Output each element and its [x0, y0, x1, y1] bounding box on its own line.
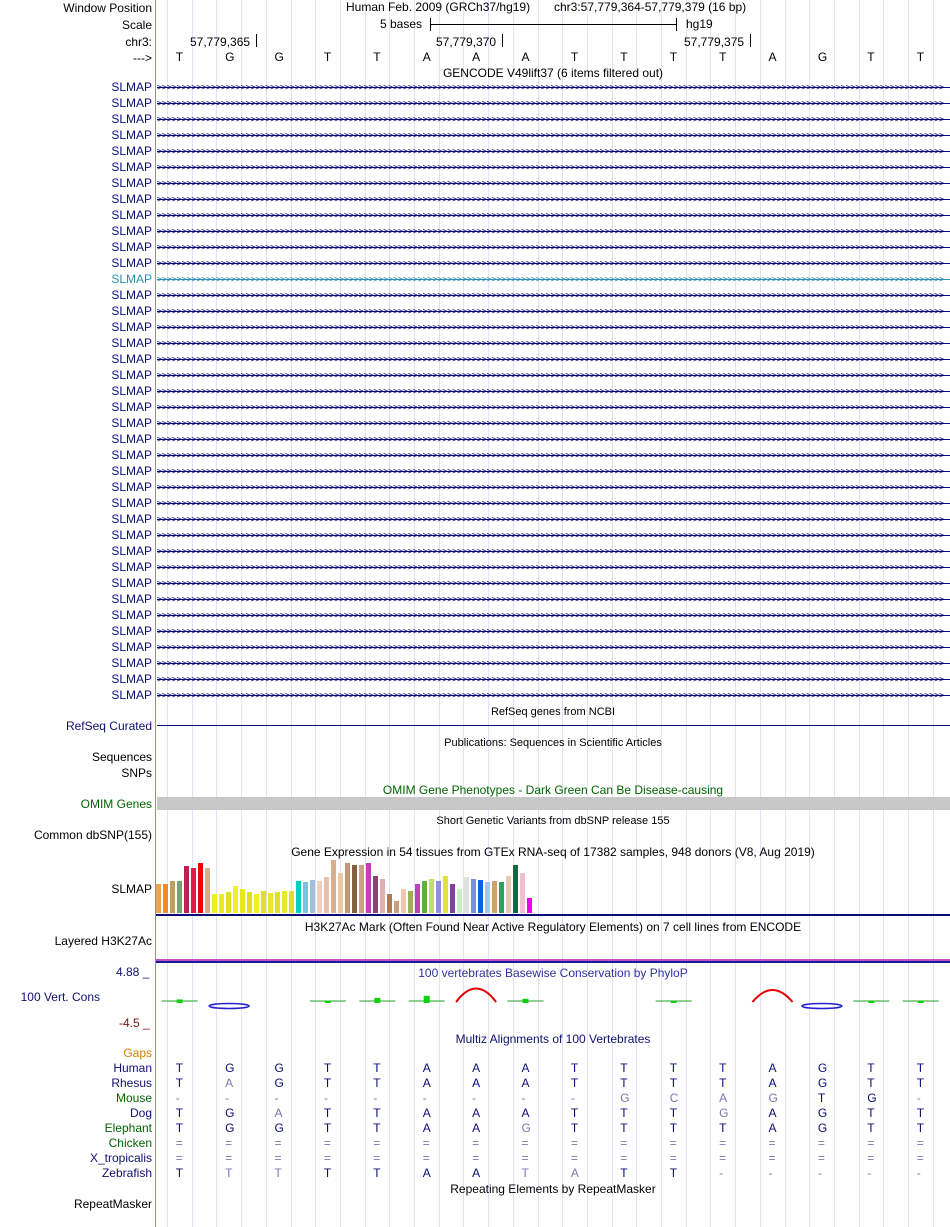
tick-label-2: 57,779,370 [436, 35, 497, 49]
alignment-base: - [175, 1091, 180, 1105]
gencode-row-label[interactable]: SLMAP [111, 512, 152, 526]
alignment-base: = [719, 1151, 727, 1165]
gencode-strand-arrows: >>>>>>>>>>>>>>>>>>>>>>>>>>>>>>>>>>>>>>>>>>>>>>>>>>>>>>>>>>>>>>>>>>>>>>>>>>>>>>>>>>>>>>>>>>>>>>>>>>>>>>>>>>>>>>>>>>>>>>>>>>>>>>>>>>>>>>>>>>>>>>>>>>>>>>>>>>>>>>>> [157, 643, 944, 653]
alignment-base: T [867, 1061, 875, 1075]
gencode-title[interactable]: GENCODE V49lift37 (6 items filtered out) [442, 66, 664, 80]
gencode-row-label[interactable]: SLMAP [111, 320, 152, 334]
alignment-base: = [472, 1151, 480, 1165]
omim-label[interactable]: OMIM Genes [80, 797, 152, 811]
alignment-base: = [422, 1151, 430, 1165]
base-letter: T [719, 50, 727, 64]
phylop-score-mark [802, 1004, 842, 1009]
alignment-base: G [225, 1061, 235, 1075]
gencode-row-label[interactable]: SLMAP [111, 480, 152, 494]
gencode-strand-arrows: >>>>>>>>>>>>>>>>>>>>>>>>>>>>>>>>>>>>>>>>>>>>>>>>>>>>>>>>>>>>>>>>>>>>>>>>>>>>>>>>>>>>>>>>>>>>>>>>>>>>>>>>>>>>>>>>>>>>>>>>>>>>>>>>>>>>>>>>>>>>>>>>>>>>>>>>>>>>>>>> [157, 131, 944, 141]
alignment-base: A [521, 1106, 530, 1120]
phylop-score-mark [753, 990, 793, 1002]
base-letter: A [472, 50, 481, 64]
gencode-row-label[interactable]: SLMAP [111, 592, 152, 606]
alignment-base: A [422, 1106, 431, 1120]
alignment-base: A [472, 1076, 481, 1090]
gencode-strand-arrows: >>>>>>>>>>>>>>>>>>>>>>>>>>>>>>>>>>>>>>>>>>>>>>>>>>>>>>>>>>>>>>>>>>>>>>>>>>>>>>>>>>>>>>>>>>>>>>>>>>>>>>>>>>>>>>>>>>>>>>>>>>>>>>>>>>>>>>>>>>>>>>>>>>>>>>>>>>>>>>>> [157, 451, 944, 461]
alignment-base: T [867, 1121, 875, 1135]
dbsnp-title[interactable]: Short Genetic Variants from dbSNP release 155 [436, 815, 670, 827]
gencode-strand-arrows: >>>>>>>>>>>>>>>>>>>>>>>>>>>>>>>>>>>>>>>>>>>>>>>>>>>>>>>>>>>>>>>>>>>>>>>>>>>>>>>>>>>>>>>>>>>>>>>>>>>>>>>>>>>>>>>>>>>>>>>>>>>>>>>>>>>>>>>>>>>>>>>>>>>>>>>>>>>>>>>> [157, 211, 944, 221]
gencode-row-label[interactable]: SLMAP [111, 640, 152, 654]
gencode-row-label[interactable]: SLMAP [111, 336, 152, 350]
alignment-base: T [620, 1166, 628, 1180]
alignment-base: C [669, 1091, 679, 1105]
phylop-label[interactable]: 100 Vert. Cons [20, 990, 100, 1004]
gencode-strand-arrows: >>>>>>>>>>>>>>>>>>>>>>>>>>>>>>>>>>>>>>>>>>>>>>>>>>>>>>>>>>>>>>>>>>>>>>>>>>>>>>>>>>>>>>>>>>>>>>>>>>>>>>>>>>>>>>>>>>>>>>>>>>>>>>>>>>>>>>>>>>>>>>>>>>>>>>>>>>>>>>>> [157, 291, 944, 301]
base-letter: A [521, 50, 530, 64]
window-position-label: Window Position [63, 1, 152, 15]
gencode-strand-arrows: >>>>>>>>>>>>>>>>>>>>>>>>>>>>>>>>>>>>>>>>>>>>>>>>>>>>>>>>>>>>>>>>>>>>>>>>>>>>>>>>>>>>>>>>>>>>>>>>>>>>>>>>>>>>>>>>>>>>>>>>>>>>>>>>>>>>>>>>>>>>>>>>>>>>>>>>>>>>>>>> [157, 323, 944, 333]
alignment-base: T [719, 1121, 727, 1135]
gencode-strand-arrows: >>>>>>>>>>>>>>>>>>>>>>>>>>>>>>>>>>>>>>>>>>>>>>>>>>>>>>>>>>>>>>>>>>>>>>>>>>>>>>>>>>>>>>>>>>>>>>>>>>>>>>>>>>>>>>>>>>>>>>>>>>>>>>>>>>>>>>>>>>>>>>>>>>>>>>>>>>>>>>>> [157, 579, 944, 589]
gencode-strand-arrows: >>>>>>>>>>>>>>>>>>>>>>>>>>>>>>>>>>>>>>>>>>>>>>>>>>>>>>>>>>>>>>>>>>>>>>>>>>>>>>>>>>>>>>>>>>>>>>>>>>>>>>>>>>>>>>>>>>>>>>>>>>>>>>>>>>>>>>>>>>>>>>>>>>>>>>>>>>>>>>>> [157, 659, 944, 669]
phylop-max: 4.88 _ [116, 965, 150, 979]
gencode-strand-arrows: >>>>>>>>>>>>>>>>>>>>>>>>>>>>>>>>>>>>>>>>>>>>>>>>>>>>>>>>>>>>>>>>>>>>>>>>>>>>>>>>>>>>>>>>>>>>>>>>>>>>>>>>>>>>>>>>>>>>>>>>>>>>>>>>>>>>>>>>>>>>>>>>>>>>>>>>>>>>>>>> [157, 595, 944, 605]
gencode-row-label[interactable]: SLMAP [111, 560, 152, 574]
alignment-base: A [768, 1076, 777, 1090]
strand-label: ---> [133, 51, 152, 65]
species-label[interactable]: Zebrafish [101, 1166, 152, 1180]
gencode-strand-arrows: >>>>>>>>>>>>>>>>>>>>>>>>>>>>>>>>>>>>>>>>>>>>>>>>>>>>>>>>>>>>>>>>>>>>>>>>>>>>>>>>>>>>>>>>>>>>>>>>>>>>>>>>>>>>>>>>>>>>>>>>>>>>>>>>>>>>>>>>>>>>>>>>>>>>>>>>>>>>>>>> [157, 339, 944, 349]
gencode-strand-arrows: >>>>>>>>>>>>>>>>>>>>>>>>>>>>>>>>>>>>>>>>>>>>>>>>>>>>>>>>>>>>>>>>>>>>>>>>>>>>>>>>>>>>>>>>>>>>>>>>>>>>>>>>>>>>>>>>>>>>>>>>>>>>>>>>>>>>>>>>>>>>>>>>>>>>>>>>>>>>>>>> [157, 179, 944, 189]
sequences-label[interactable]: Sequences [91, 750, 152, 764]
base-letter: G [225, 50, 235, 64]
gencode-row-label[interactable]: SLMAP [111, 528, 152, 542]
alignment-base: - [916, 1091, 921, 1105]
alignment-base: T [916, 1121, 925, 1135]
base-letter: T [620, 50, 628, 64]
alignment-base: - [274, 1091, 279, 1105]
gencode-row-label[interactable]: SLMAP [111, 304, 152, 318]
gencode-strand-arrows: >>>>>>>>>>>>>>>>>>>>>>>>>>>>>>>>>>>>>>>>>>>>>>>>>>>>>>>>>>>>>>>>>>>>>>>>>>>>>>>>>>>>>>>>>>>>>>>>>>>>>>>>>>>>>>>>>>>>>>>>>>>>>>>>>>>>>>>>>>>>>>>>>>>>>>>>>>>>>>>> [157, 547, 944, 557]
phylop-title[interactable]: 100 vertebrates Basewise Conservation by PhyloP [418, 966, 688, 980]
gencode-strand-arrows: >>>>>>>>>>>>>>>>>>>>>>>>>>>>>>>>>>>>>>>>>>>>>>>>>>>>>>>>>>>>>>>>>>>>>>>>>>>>>>>>>>>>>>>>>>>>>>>>>>>>>>>>>>>>>>>>>>>>>>>>>>>>>>>>>>>>>>>>>>>>>>>>>>>>>>>>>>>>>>>> [157, 675, 944, 685]
gencode-row-label[interactable]: SLMAP [111, 176, 152, 190]
gencode-row-label[interactable]: SLMAP [111, 432, 152, 446]
alignment-base: G [817, 1121, 828, 1135]
alignment-base: T [620, 1106, 628, 1120]
alignment-base: T [323, 1106, 332, 1120]
alignment-base: = [867, 1151, 875, 1165]
repeatmasker-title[interactable]: Repeating Elements by RepeatMasker [450, 1182, 656, 1196]
gencode-strand-arrows: >>>>>>>>>>>>>>>>>>>>>>>>>>>>>>>>>>>>>>>>>>>>>>>>>>>>>>>>>>>>>>>>>>>>>>>>>>>>>>>>>>>>>>>>>>>>>>>>>>>>>>>>>>>>>>>>>>>>>>>>>>>>>>>>>>>>>>>>>>>>>>>>>>>>>>>>>>>>>>>> [157, 371, 944, 381]
alignment-base: = [373, 1151, 381, 1165]
gencode-row-label[interactable]: SLMAP [111, 688, 152, 702]
gencode-row-label[interactable]: SLMAP [111, 624, 152, 638]
alignment-base: T [719, 1061, 727, 1075]
alignment-base: - [323, 1091, 328, 1105]
alignment-base: T [323, 1166, 332, 1180]
alignment-base: T [570, 1106, 579, 1120]
phylop-score-mark [671, 1001, 677, 1003]
alignment-base: G [719, 1106, 729, 1120]
refseq-label[interactable]: RefSeq Curated [65, 719, 152, 733]
alignment-base: = [719, 1136, 727, 1150]
base-letter: T [175, 50, 184, 64]
gencode-row-label[interactable]: SLMAP [111, 672, 152, 686]
gencode-strand-arrows: >>>>>>>>>>>>>>>>>>>>>>>>>>>>>>>>>>>>>>>>>>>>>>>>>>>>>>>>>>>>>>>>>>>>>>>>>>>>>>>>>>>>>>>>>>>>>>>>>>>>>>>>>>>>>>>>>>>>>>>>>>>>>>>>>>>>>>>>>>>>>>>>>>>>>>>>>>>>>>>> [157, 419, 944, 429]
alignment-base: G [274, 1061, 284, 1075]
gencode-row-label[interactable]: SLMAP [111, 208, 152, 222]
alignment-base: T [916, 1076, 925, 1090]
gencode-row-label[interactable]: SLMAP [111, 256, 152, 270]
base-letter: T [916, 50, 925, 64]
alignment-base: T [175, 1061, 184, 1075]
alignment-base: T [620, 1061, 628, 1075]
gencode-row-label[interactable]: SLMAP [111, 144, 152, 158]
alignment-base: T [669, 1106, 678, 1120]
alignment-base: = [669, 1136, 677, 1150]
gencode-strand-arrows: >>>>>>>>>>>>>>>>>>>>>>>>>>>>>>>>>>>>>>>>>>>>>>>>>>>>>>>>>>>>>>>>>>>>>>>>>>>>>>>>>>>>>>>>>>>>>>>>>>>>>>>>>>>>>>>>>>>>>>>>>>>>>>>>>>>>>>>>>>>>>>>>>>>>>>>>>>>>>>>> [157, 563, 944, 573]
gencode-strand-arrows: >>>>>>>>>>>>>>>>>>>>>>>>>>>>>>>>>>>>>>>>>>>>>>>>>>>>>>>>>>>>>>>>>>>>>>>>>>>>>>>>>>>>>>>>>>>>>>>>>>>>>>>>>>>>>>>>>>>>>>>>>>>>>>>>>>>>>>>>>>>>>>>>>>>>>>>>>>>>>>>> [157, 435, 944, 445]
phylop-score-mark [325, 1001, 331, 1003]
alignment-base: T [570, 1121, 579, 1135]
gencode-row-label[interactable]: SLMAP [111, 96, 152, 110]
alignment-base: G [274, 1121, 284, 1135]
gencode-strand-arrows: >>>>>>>>>>>>>>>>>>>>>>>>>>>>>>>>>>>>>>>>>>>>>>>>>>>>>>>>>>>>>>>>>>>>>>>>>>>>>>>>>>>>>>>>>>>>>>>>>>>>>>>>>>>>>>>>>>>>>>>>>>>>>>>>>>>>>>>>>>>>>>>>>>>>>>>>>>>>>>>> [157, 611, 944, 621]
alignment-base: = [768, 1136, 776, 1150]
gencode-row-label[interactable]: SLMAP [111, 608, 152, 622]
gencode-row-label[interactable]: SLMAP [111, 80, 152, 94]
gencode-strand-arrows: >>>>>>>>>>>>>>>>>>>>>>>>>>>>>>>>>>>>>>>>>>>>>>>>>>>>>>>>>>>>>>>>>>>>>>>>>>>>>>>>>>>>>>>>>>>>>>>>>>>>>>>>>>>>>>>>>>>>>>>>>>>>>>>>>>>>>>>>>>>>>>>>>>>>>>>>>>>>>>>> [157, 275, 944, 285]
alignment-base: T [323, 1121, 332, 1135]
alignment-base: T [274, 1166, 282, 1180]
alignment-base: T [323, 1076, 332, 1090]
base-letter: A [768, 50, 777, 64]
phylop-score-mark [918, 1001, 924, 1003]
gtex-label[interactable]: SLMAP [111, 882, 152, 896]
alignment-base: T [669, 1166, 678, 1180]
gencode-row-label[interactable]: SLMAP [111, 160, 152, 174]
alignment-base: - [867, 1166, 872, 1180]
alignment-base: T [225, 1166, 233, 1180]
alignment-base: T [669, 1121, 678, 1135]
base-letter: T [570, 50, 579, 64]
alignment-base: T [323, 1061, 332, 1075]
gencode-row-label[interactable]: SLMAP [111, 112, 152, 126]
gencode-strand-arrows: >>>>>>>>>>>>>>>>>>>>>>>>>>>>>>>>>>>>>>>>>>>>>>>>>>>>>>>>>>>>>>>>>>>>>>>>>>>>>>>>>>>>>>>>>>>>>>>>>>>>>>>>>>>>>>>>>>>>>>>>>>>>>>>>>>>>>>>>>>>>>>>>>>>>>>>>>>>>>>>> [157, 259, 944, 269]
alignment-base: = [768, 1151, 776, 1165]
alignment-base: A [768, 1121, 777, 1135]
alignment-base: = [175, 1151, 183, 1165]
alignment-base: A [719, 1091, 728, 1105]
gencode-row-label[interactable]: SLMAP [111, 416, 152, 430]
phylop-min: -4.5 _ [119, 1016, 150, 1030]
gencode-row-label[interactable]: SLMAP [111, 576, 152, 590]
dbsnp-label[interactable]: Common dbSNP(155) [33, 828, 152, 842]
gencode-strand-arrows: >>>>>>>>>>>>>>>>>>>>>>>>>>>>>>>>>>>>>>>>>>>>>>>>>>>>>>>>>>>>>>>>>>>>>>>>>>>>>>>>>>>>>>>>>>>>>>>>>>>>>>>>>>>>>>>>>>>>>>>>>>>>>>>>>>>>>>>>>>>>>>>>>>>>>>>>>>>>>>>> [157, 307, 944, 317]
alignment-base: G [225, 1106, 235, 1120]
gencode-strand-arrows: >>>>>>>>>>>>>>>>>>>>>>>>>>>>>>>>>>>>>>>>>>>>>>>>>>>>>>>>>>>>>>>>>>>>>>>>>>>>>>>>>>>>>>>>>>>>>>>>>>>>>>>>>>>>>>>>>>>>>>>>>>>>>>>>>>>>>>>>>>>>>>>>>>>>>>>>>>>>>>>> [157, 387, 944, 397]
gencode-row-label[interactable]: SLMAP [111, 496, 152, 510]
alignment-base: T [373, 1061, 381, 1075]
alignment-base: T [817, 1091, 826, 1105]
alignment-base: - [817, 1166, 822, 1180]
base-letter: T [323, 50, 332, 64]
base-letter: G [817, 50, 828, 64]
phylop-score-mark [177, 999, 183, 1003]
alignment-base: T [669, 1076, 678, 1090]
omim-title[interactable]: OMIM Gene Phenotypes - Dark Green Can Be Disease-causing [382, 783, 724, 797]
base-letter: A [422, 50, 431, 64]
alignment-base: = [521, 1151, 529, 1165]
alignment-base: G [817, 1106, 828, 1120]
alignment-base: = [916, 1136, 924, 1150]
gencode-strand-arrows: >>>>>>>>>>>>>>>>>>>>>>>>>>>>>>>>>>>>>>>>>>>>>>>>>>>>>>>>>>>>>>>>>>>>>>>>>>>>>>>>>>>>>>>>>>>>>>>>>>>>>>>>>>>>>>>>>>>>>>>>>>>>>>>>>>>>>>>>>>>>>>>>>>>>>>>>>>>>>>>> [157, 163, 944, 173]
species-label[interactable]: Elephant [104, 1121, 152, 1135]
phylop-score-mark [868, 1001, 874, 1003]
gencode-strand-arrows: >>>>>>>>>>>>>>>>>>>>>>>>>>>>>>>>>>>>>>>>>>>>>>>>>>>>>>>>>>>>>>>>>>>>>>>>>>>>>>>>>>>>>>>>>>>>>>>>>>>>>>>>>>>>>>>>>>>>>>>>>>>>>>>>>>>>>>>>>>>>>>>>>>>>>>>>>>>>>>>> [157, 355, 944, 365]
tick-label-1: 57,779,365 [190, 35, 251, 49]
alignment-base: = [620, 1136, 628, 1150]
alignment-base: A [422, 1121, 431, 1135]
alignment-base: = [916, 1151, 924, 1165]
gencode-row-label[interactable]: SLMAP [111, 464, 152, 478]
alignment-base: = [867, 1136, 875, 1150]
alignment-base: - [916, 1166, 921, 1180]
alignment-base: T [669, 1061, 678, 1075]
scale-text: 5 bases [380, 17, 423, 31]
snps-label[interactable]: SNPs [121, 766, 152, 780]
h3k27ac-label[interactable]: Layered H3K27Ac [54, 934, 152, 948]
gaps-label: Gaps [123, 1046, 152, 1060]
alignment-base: A [274, 1106, 283, 1120]
alignment-base: T [373, 1106, 381, 1120]
gencode-row-label[interactable]: SLMAP [111, 224, 152, 238]
gencode-row-label[interactable]: SLMAP [111, 192, 152, 206]
alignment-base: = [620, 1151, 628, 1165]
gencode-strand-arrows: >>>>>>>>>>>>>>>>>>>>>>>>>>>>>>>>>>>>>>>>>>>>>>>>>>>>>>>>>>>>>>>>>>>>>>>>>>>>>>>>>>>>>>>>>>>>>>>>>>>>>>>>>>>>>>>>>>>>>>>>>>>>>>>>>>>>>>>>>>>>>>>>>>>>>>>>>>>>>>>> [157, 227, 944, 237]
alignment-base: - [521, 1091, 526, 1105]
species-label[interactable]: X_tropicalis [89, 1151, 152, 1165]
gencode-strand-arrows: >>>>>>>>>>>>>>>>>>>>>>>>>>>>>>>>>>>>>>>>>>>>>>>>>>>>>>>>>>>>>>>>>>>>>>>>>>>>>>>>>>>>>>>>>>>>>>>>>>>>>>>>>>>>>>>>>>>>>>>>>>>>>>>>>>>>>>>>>>>>>>>>>>>>>>>>>>>>>>>> [157, 147, 944, 157]
alignment-base: A [422, 1166, 431, 1180]
phylop-score-mark [209, 1004, 249, 1009]
alignment-base: A [472, 1166, 481, 1180]
alignment-base: G [867, 1091, 877, 1105]
phylop-score-mark [456, 989, 496, 1003]
h3k27ac-title[interactable]: H3K27Ac Mark (Often Found Near Active Regulatory Elements) on 7 cell lines from ENCODE [304, 920, 802, 934]
alignment-base: A [521, 1061, 530, 1075]
repeatmasker-label[interactable]: RepeatMasker [73, 1197, 152, 1211]
gencode-row-label[interactable]: SLMAP [111, 544, 152, 558]
alignment-base: G [620, 1091, 630, 1105]
alignment-base: A [472, 1061, 481, 1075]
gencode-strand-arrows: >>>>>>>>>>>>>>>>>>>>>>>>>>>>>>>>>>>>>>>>>>>>>>>>>>>>>>>>>>>>>>>>>>>>>>>>>>>>>>>>>>>>>>>>>>>>>>>>>>>>>>>>>>>>>>>>>>>>>>>>>>>>>>>>>>>>>>>>>>>>>>>>>>>>>>>>>>>>>>>> [157, 83, 944, 93]
alignment-base: = [323, 1136, 331, 1150]
gencode-strand-arrows: >>>>>>>>>>>>>>>>>>>>>>>>>>>>>>>>>>>>>>>>>>>>>>>>>>>>>>>>>>>>>>>>>>>>>>>>>>>>>>>>>>>>>>>>>>>>>>>>>>>>>>>>>>>>>>>>>>>>>>>>>>>>>>>>>>>>>>>>>>>>>>>>>>>>>>>>>>>>>>>> [157, 115, 944, 125]
alignment-base: T [620, 1121, 628, 1135]
alignment-base: A [570, 1166, 579, 1180]
position-label: chr3:57,779,364-57,779,379 (16 bp) [554, 0, 747, 14]
alignment-base: T [521, 1166, 529, 1180]
alignment-base: = [225, 1136, 233, 1150]
alignment-base: G [817, 1061, 828, 1075]
alignment-base: = [274, 1151, 282, 1165]
base-letter: T [669, 50, 678, 64]
species-label[interactable]: Dog [129, 1106, 152, 1120]
tick-label-3: 57,779,375 [684, 35, 745, 49]
alignment-base: = [817, 1151, 825, 1165]
alignment-base: T [867, 1106, 875, 1120]
gencode-row-label[interactable]: SLMAP [111, 288, 152, 302]
phylop-score-mark [523, 999, 529, 1003]
alignment-base: - [225, 1091, 230, 1105]
gtex-title[interactable]: Gene Expression in 54 tissues from GTEx RNA-seq of 17382 samples, 948 donors (V8, Aug 2019) [291, 845, 815, 859]
alignment-base: T [916, 1061, 925, 1075]
scale-label: Scale [121, 18, 152, 32]
alignment-base: - [768, 1166, 773, 1180]
alignment-base: A [768, 1106, 777, 1120]
multiz-title[interactable]: Multiz Alignments of 100 Vertebrates [455, 1032, 651, 1046]
gencode-strand-arrows: >>>>>>>>>>>>>>>>>>>>>>>>>>>>>>>>>>>>>>>>>>>>>>>>>>>>>>>>>>>>>>>>>>>>>>>>>>>>>>>>>>>>>>>>>>>>>>>>>>>>>>>>>>>>>>>>>>>>>>>>>>>>>>>>>>>>>>>>>>>>>>>>>>>>>>>>>>>>>>>> [157, 195, 944, 205]
alignment-base: = [472, 1136, 480, 1150]
gencode-row-label[interactable]: SLMAP [111, 384, 152, 398]
alignment-base: G [768, 1091, 778, 1105]
alignment-base: = [323, 1151, 331, 1165]
alignment-base: T [570, 1061, 579, 1075]
gencode-row-label[interactable]: SLMAP [111, 352, 152, 366]
gencode-strand-arrows: >>>>>>>>>>>>>>>>>>>>>>>>>>>>>>>>>>>>>>>>>>>>>>>>>>>>>>>>>>>>>>>>>>>>>>>>>>>>>>>>>>>>>>>>>>>>>>>>>>>>>>>>>>>>>>>>>>>>>>>>>>>>>>>>>>>>>>>>>>>>>>>>>>>>>>>>>>>>>>>> [157, 483, 944, 493]
alignment-base: T [719, 1076, 727, 1090]
species-label[interactable]: Human [113, 1061, 152, 1075]
gencode-row-label[interactable]: SLMAP [111, 272, 152, 286]
base-letter: T [373, 50, 381, 64]
alignment-base: T [620, 1076, 628, 1090]
alignment-base: T [175, 1106, 184, 1120]
gencode-strand-arrows: >>>>>>>>>>>>>>>>>>>>>>>>>>>>>>>>>>>>>>>>>>>>>>>>>>>>>>>>>>>>>>>>>>>>>>>>>>>>>>>>>>>>>>>>>>>>>>>>>>>>>>>>>>>>>>>>>>>>>>>>>>>>>>>>>>>>>>>>>>>>>>>>>>>>>>>>>>>>>>>> [157, 499, 944, 509]
alignment-base: A [422, 1076, 431, 1090]
gencode-row-label[interactable]: SLMAP [111, 368, 152, 382]
gencode-strand-arrows: >>>>>>>>>>>>>>>>>>>>>>>>>>>>>>>>>>>>>>>>>>>>>>>>>>>>>>>>>>>>>>>>>>>>>>>>>>>>>>>>>>>>>>>>>>>>>>>>>>>>>>>>>>>>>>>>>>>>>>>>>>>>>>>>>>>>>>>>>>>>>>>>>>>>>>>>>>>>>>>> [157, 531, 944, 541]
alignment-base: A [422, 1061, 431, 1075]
alignment-base: - [719, 1166, 724, 1180]
alignment-base: G [521, 1121, 531, 1135]
alignment-base: T [175, 1166, 184, 1180]
gencode-row-label[interactable]: SLMAP [111, 128, 152, 142]
gencode-row-label[interactable]: SLMAP [111, 240, 152, 254]
species-label[interactable]: Rhesus [111, 1076, 152, 1090]
phylop-score-mark [374, 998, 380, 1003]
gencode-row-label[interactable]: SLMAP [111, 400, 152, 414]
assembly-label: Human Feb. 2009 (GRCh37/hg19) [346, 0, 531, 14]
alignment-base: A [472, 1121, 481, 1135]
gencode-strand-arrows: >>>>>>>>>>>>>>>>>>>>>>>>>>>>>>>>>>>>>>>>>>>>>>>>>>>>>>>>>>>>>>>>>>>>>>>>>>>>>>>>>>>>>>>>>>>>>>>>>>>>>>>>>>>>>>>>>>>>>>>>>>>>>>>>>>>>>>>>>>>>>>>>>>>>>>>>>>>>>>>> [157, 627, 944, 637]
alignment-base: T [570, 1076, 579, 1090]
db-label: hg19 [686, 17, 713, 31]
alignment-base: - [422, 1091, 427, 1105]
base-letter: G [274, 50, 284, 64]
gencode-strand-arrows: >>>>>>>>>>>>>>>>>>>>>>>>>>>>>>>>>>>>>>>>>>>>>>>>>>>>>>>>>>>>>>>>>>>>>>>>>>>>>>>>>>>>>>>>>>>>>>>>>>>>>>>>>>>>>>>>>>>>>>>>>>>>>>>>>>>>>>>>>>>>>>>>>>>>>>>>>>>>>>>> [157, 243, 944, 253]
base-letter: T [867, 50, 875, 64]
gencode-strand-arrows: >>>>>>>>>>>>>>>>>>>>>>>>>>>>>>>>>>>>>>>>>>>>>>>>>>>>>>>>>>>>>>>>>>>>>>>>>>>>>>>>>>>>>>>>>>>>>>>>>>>>>>>>>>>>>>>>>>>>>>>>>>>>>>>>>>>>>>>>>>>>>>>>>>>>>>>>>>>>>>>> [157, 99, 944, 109]
gencode-strand-arrows: >>>>>>>>>>>>>>>>>>>>>>>>>>>>>>>>>>>>>>>>>>>>>>>>>>>>>>>>>>>>>>>>>>>>>>>>>>>>>>>>>>>>>>>>>>>>>>>>>>>>>>>>>>>>>>>>>>>>>>>>>>>>>>>>>>>>>>>>>>>>>>>>>>>>>>>>>>>>>>>> [157, 403, 944, 413]
refseq-title[interactable]: RefSeq genes from NCBI [490, 706, 616, 718]
alignment-base: = [817, 1136, 825, 1150]
gencode-strand-arrows: >>>>>>>>>>>>>>>>>>>>>>>>>>>>>>>>>>>>>>>>>>>>>>>>>>>>>>>>>>>>>>>>>>>>>>>>>>>>>>>>>>>>>>>>>>>>>>>>>>>>>>>>>>>>>>>>>>>>>>>>>>>>>>>>>>>>>>>>>>>>>>>>>>>>>>>>>>>>>>>> [157, 467, 944, 477]
alignment-base: = [669, 1151, 677, 1165]
species-label[interactable]: Mouse [115, 1091, 152, 1105]
alignment-base: A [472, 1106, 481, 1120]
alignment-base: G [225, 1121, 235, 1135]
alignment-base: G [817, 1076, 828, 1090]
phylop-score-mark [424, 996, 430, 1003]
gencode-row-label[interactable]: SLMAP [111, 656, 152, 670]
gencode-row-label[interactable]: SLMAP [111, 448, 152, 462]
species-label[interactable]: Chicken [108, 1136, 152, 1150]
alignment-base: T [867, 1076, 875, 1090]
alignment-base: - [373, 1091, 378, 1105]
gencode-strand-arrows: >>>>>>>>>>>>>>>>>>>>>>>>>>>>>>>>>>>>>>>>>>>>>>>>>>>>>>>>>>>>>>>>>>>>>>>>>>>>>>>>>>>>>>>>>>>>>>>>>>>>>>>>>>>>>>>>>>>>>>>>>>>>>>>>>>>>>>>>>>>>>>>>>>>>>>>>>>>>>>>> [157, 691, 944, 701]
alignment-base: T [175, 1121, 184, 1135]
alignment-base: = [570, 1151, 578, 1165]
chrom-label: chr3: [125, 35, 152, 49]
alignment-base: = [422, 1136, 430, 1150]
alignment-base: - [570, 1091, 575, 1105]
alignment-base: G [274, 1076, 284, 1090]
alignment-base: = [274, 1136, 282, 1150]
alignment-base: = [373, 1136, 381, 1150]
alignment-base: A [225, 1076, 234, 1090]
alignment-base: A [768, 1061, 777, 1075]
alignment-base: = [225, 1151, 233, 1165]
alignment-base: T [916, 1106, 925, 1120]
alignment-base: T [373, 1121, 381, 1135]
alignment-base: T [175, 1076, 184, 1090]
alignment-base: = [570, 1136, 578, 1150]
publications-title[interactable]: Publications: Sequences in Scientific Articles [444, 737, 662, 749]
alignment-base: T [373, 1166, 381, 1180]
alignment-base: A [521, 1076, 530, 1090]
alignment-base: = [175, 1136, 183, 1150]
alignment-base: - [472, 1091, 477, 1105]
alignment-base: T [373, 1076, 381, 1090]
alignment-base: = [521, 1136, 529, 1150]
gencode-strand-arrows: >>>>>>>>>>>>>>>>>>>>>>>>>>>>>>>>>>>>>>>>>>>>>>>>>>>>>>>>>>>>>>>>>>>>>>>>>>>>>>>>>>>>>>>>>>>>>>>>>>>>>>>>>>>>>>>>>>>>>>>>>>>>>>>>>>>>>>>>>>>>>>>>>>>>>>>>>>>>>>>> [157, 515, 944, 525]
